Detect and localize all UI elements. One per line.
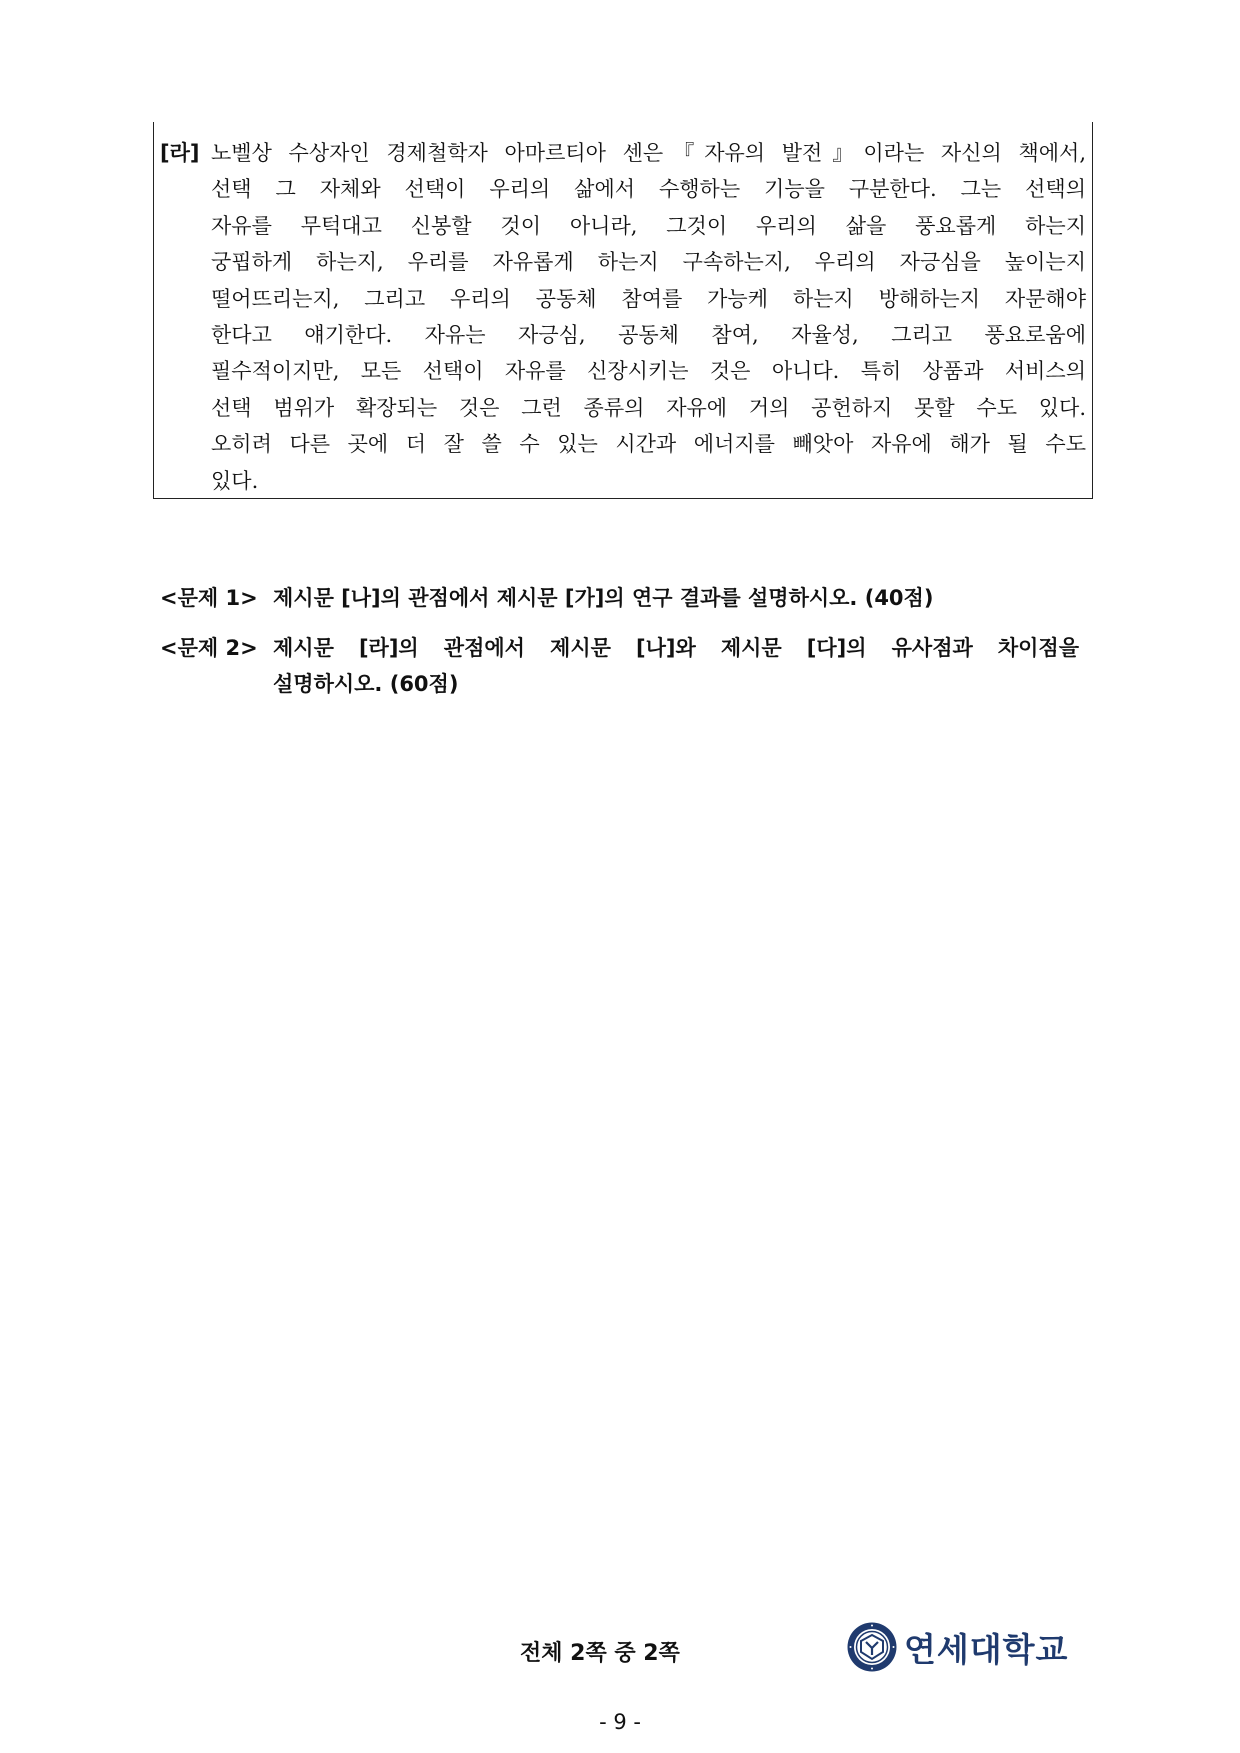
passage-line: 있다. bbox=[211, 468, 259, 493]
question-1-label: <문제 1> bbox=[160, 586, 258, 610]
question-2-label: <문제 2> bbox=[160, 636, 258, 660]
university-logo bbox=[846, 1621, 1068, 1673]
page-count: 전체 2쪽 중 2쪽 bbox=[520, 1641, 680, 1666]
question-1-text bbox=[273, 580, 1079, 616]
passage-line: 오히려 다른 곳에 더 잘 쓸 수 있는 시간과 에너지를 빼앗아 자유에 해가 될 수도 bbox=[211, 432, 1086, 457]
passage-line: 한다고 얘기한다. 자유는 자긍심, 공동체 참여, 자율성, 그리고 풍요로움에 bbox=[211, 322, 1086, 347]
passage-line: 궁핍하게 하는지, 우리를 자유롭게 하는지 구속하는지, 우리의 자긍심을 높이는지 bbox=[211, 250, 1086, 275]
university-seal-icon bbox=[846, 1621, 898, 1673]
passage-text bbox=[211, 135, 1086, 499]
question-2-text bbox=[273, 630, 1079, 702]
passage-line: 필수적이지만, 모든 선택이 자유를 신장시키는 것은 아니다. 특히 상품과 서비스의 bbox=[211, 359, 1086, 384]
question-line: 제시문 [나]의 관점에서 제시문 [가]의 연구 결과를 설명하시오. (40점) bbox=[273, 586, 934, 610]
passage-line: 떨어뜨리는지, 그리고 우리의 공동체 참여를 가능케 하는지 방해하는지 자문해야 bbox=[211, 286, 1086, 311]
page-number: - 9 - bbox=[599, 1710, 641, 1734]
passage-line: 노벨상 수상자인 경제철학자 아마르티아 센은『자유의 발전』이라는 자신의 책에서, bbox=[211, 141, 1086, 165]
passage-line: 자유를 무턱대고 신봉할 것이 아니라, 그것이 우리의 삶을 풍요롭게 하는지 bbox=[211, 213, 1086, 238]
passage-label: [라] bbox=[160, 141, 200, 165]
question-line: 설명하시오. (60점) bbox=[273, 672, 459, 696]
passage-line: 선택 범위가 확장되는 것은 그런 종류의 자유에 거의 공헌하지 못할 수도 있다. bbox=[211, 395, 1086, 420]
question-line: 제시문 [라]의 관점에서 제시문 [나]와 제시문 [다]의 유사점과 차이점을 bbox=[273, 636, 1079, 660]
university-name: 연세대학교 bbox=[904, 1629, 1069, 1669]
passage-line: 선택 그 자체와 선택이 우리의 삶에서 수행하는 기능을 구분한다. 그는 선택의 bbox=[211, 177, 1086, 202]
